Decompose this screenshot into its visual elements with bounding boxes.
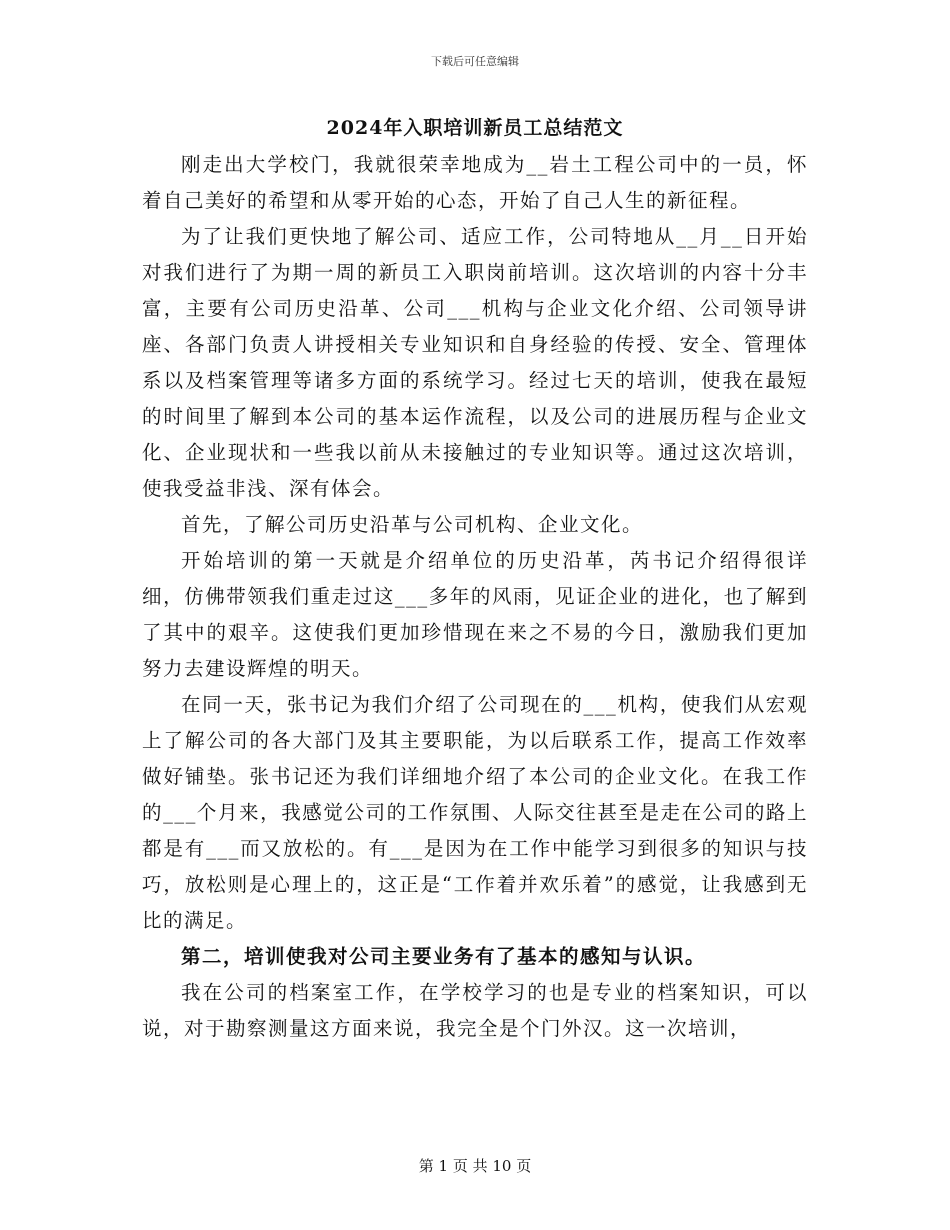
paragraph-archive-work: 我在公司的档案室工作，在学校学习的也是专业的档案知识，可以说，对于勘察测量这方面来说，我完全是个门外汉。这一次培训，: [142, 981, 808, 1040]
header-note: 下载后可任意编辑: [431, 55, 519, 68]
document-title: 2024年入职培训新员工总结范文: [326, 117, 624, 139]
paragraph-first-point: 首先，了解公司历史沿革与公司机构、企业文化。: [181, 513, 644, 536]
page-number: 第 1 页 共 10 页: [418, 1157, 532, 1175]
paragraph-intro: 刚走出大学校门，我就很荣幸地成为__岩土工程公司中的一员，怀着自己美好的希望和从零开始的心态，开始了自己人生的新征程。: [142, 153, 808, 212]
document-body: [142, 147, 808, 1047]
paragraph-training-overview: 为了让我们更快地了解公司、适应工作，公司特地从__月__日开始对我们进行了为期一周的新员工入职岗前培训。这次培训的内容十分丰富，主要有公司历史沿革、公司___机构与企业文化介绍、公司领导讲座、各部门负责人讲授相关专业知识和自身经验的传授、安全、管理体系以及档案管理等诸多方面的系统学习。经过七天的培训，使我在最短的时间里了解到本公司的基本运作流程，以及公司的进展历程与企业文化、企业现状和一些我以前从未接触过的专业知识等。通过这次培训，使我受益非浅、深有体会。: [142, 225, 808, 500]
paragraph-history: 开始培训的第一天就是介绍单位的历史沿革，芮书记介绍得很详细，仿佛带领我们重走过这___多年的风雨，见证企业的进化，也了解到了其中的艰辛。这使我们更加珍惜现在来之不易的今日，激励我们更加努力去建设辉煌的明天。: [142, 549, 808, 680]
paragraph-organization-culture: 在同一天，张书记为我们介绍了公司现在的___机构，使我们从宏观上了解公司的各大部门及其主要职能，为以后联系工作，提高工作效率做好铺垫。张书记还为我们详细地介绍了本公司的企业文化。在我工作的___个月来，我感觉公司的工作氛围、人际交往甚至是走在公司的路上都是有___而又放松的。有___是因为在工作中能学习到很多的知识与技巧，放松则是心理上的，这正是“工作着并欢乐着”的感觉，让我感到无比的满足。: [142, 693, 808, 932]
paragraph-second-point: 第二，培训使我对公司主要业务有了基本的感知与认识。: [181, 945, 707, 968]
